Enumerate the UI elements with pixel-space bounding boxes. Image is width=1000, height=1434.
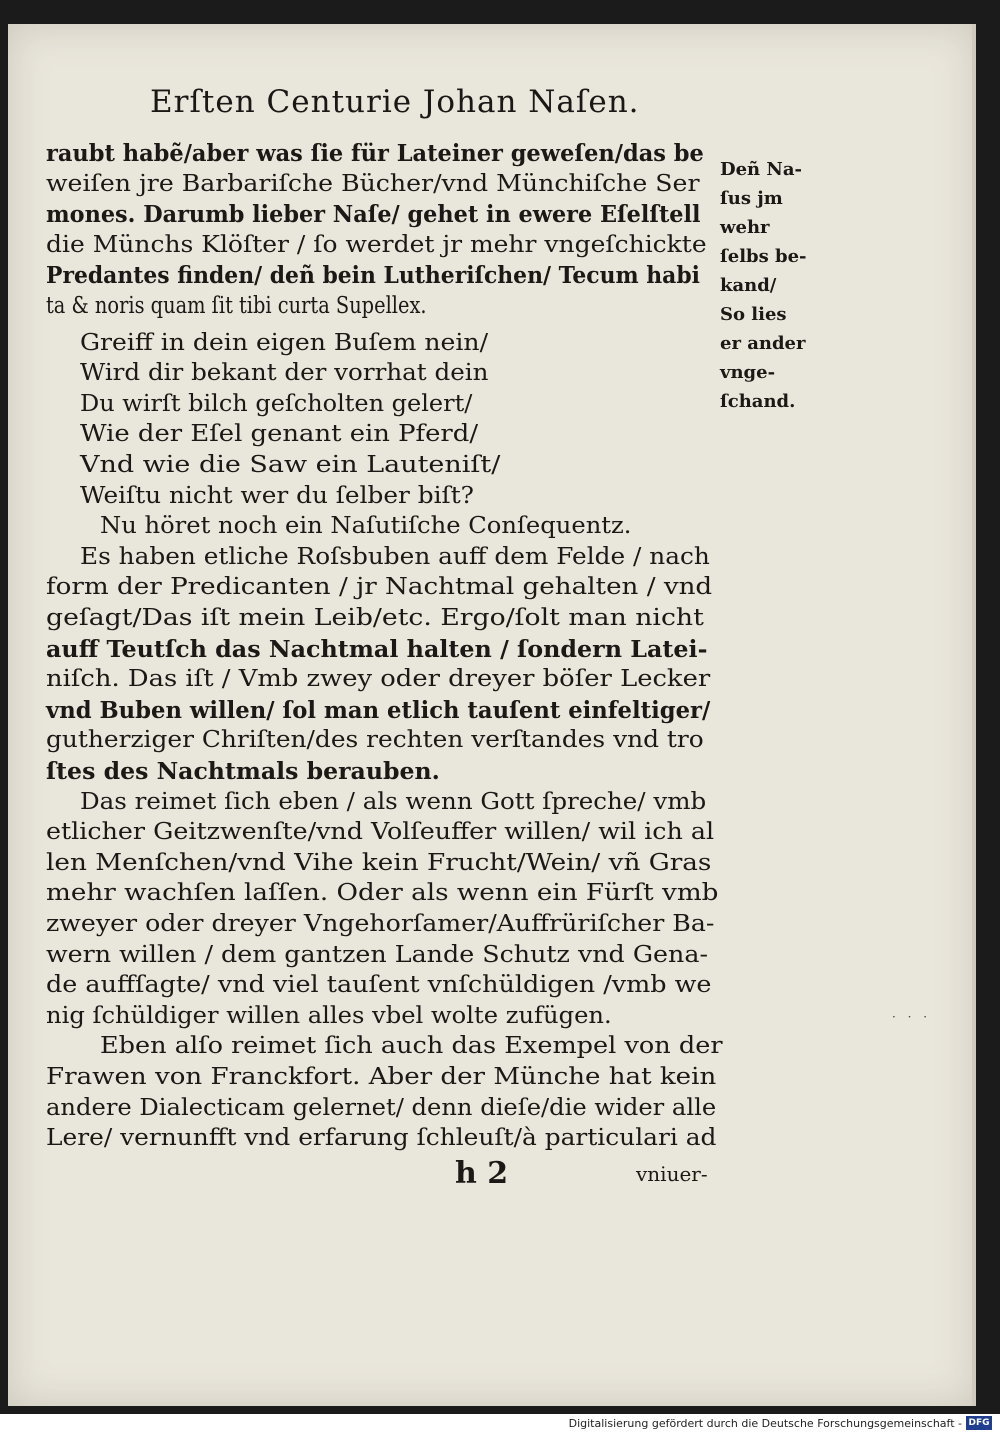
text-line: ſtes des Nachtmals berauben. [46, 758, 440, 785]
running-head: Erſten Centurie Johan Naſen. [150, 84, 640, 120]
signature-mark: h 2 [455, 1156, 509, 1191]
text-line: Es haben etliche Roſsbuben auff dem Felde / nach [80, 544, 710, 570]
text-line: Du wirſt bilch geſcholten gelert/ [80, 391, 473, 417]
margin-note-line: kand/ [720, 275, 777, 296]
margin-note [720, 155, 830, 416]
text-line: ta & noris quam ſit tibi curta Supellex. [46, 293, 427, 319]
page-edge [972, 24, 976, 1406]
margin-note-line: So lies [720, 304, 787, 325]
text-line: Wie der Eſel genant ein Pferd/ [80, 421, 479, 447]
text-line: niſch. Das iſt / Vmb zwey oder dreyer böſer Lecker [46, 666, 711, 692]
margin-note-line: ſelbs be- [720, 246, 807, 267]
text-line: andere Dialecticam gelernet/ denn dieſe/die wider alle [46, 1095, 717, 1121]
catchword: vniuer- [636, 1162, 708, 1186]
margin-note-line: ſchand. [720, 391, 796, 412]
text-line: auff Teutſch das Nachtmal halten / ſondern Latei- [46, 636, 708, 663]
text-line: Frawen von Franckfort. Aber der Münche hat kein [46, 1064, 717, 1090]
text-line: Nu höret noch ein Naſutiſche Conſequentz. [100, 513, 632, 539]
margin-note-line: wehr [720, 217, 770, 238]
text-line: mones. Darumb lieber Naſe/ gehet in ewere Eſelſtell [46, 201, 701, 228]
ink-smudge: · · · [892, 1010, 932, 1024]
text-line: Weiſtu nicht wer du ſelber biſt? [80, 483, 474, 509]
text-line: Das reimet ſich eben / als wenn Gott ſpreche/ vmb [80, 789, 707, 815]
text-line: len Menſchen/vnd Vihe kein Frucht/Wein/ vñ Gras [46, 850, 712, 876]
text-line: Lere/ vernunfft vnd erfarung ſchleuſt/à particulari ad [46, 1125, 717, 1151]
text-line: Greiff in dein eigen Buſem nein/ [80, 330, 489, 356]
text-line: gutherziger Chriſten/des rechten verſtandes vnd tro [46, 727, 704, 753]
text-line: Wird dir bekant der vorrhat dein [80, 360, 489, 386]
margin-note-line: vnge- [720, 362, 776, 383]
text-line: weiſen jre Barbariſche Bücher/vnd Münchiſche Ser [46, 171, 700, 197]
text-line: geſagt/Das iſt mein Leib/etc. Ergo/ſolt man nicht [46, 605, 704, 631]
funding-credit: Digitalisierung gefördert durch die Deutsche Forschungsgemeinschaft - [568, 1417, 962, 1430]
text-line: Vnd wie die Saw ein Lauteniſt/ [80, 452, 501, 478]
text-line: form der Predicanten / jr Nachtmal gehalten / vnd [46, 574, 713, 600]
margin-note-line: Deñ Na- [720, 159, 803, 180]
text-line: zweyer oder dreyer Vngehorſamer/Auffrüriſcher Ba- [46, 911, 715, 937]
text-line: die Münchs Klöſter / ſo werdet jr mehr vngeſchickte [46, 232, 707, 258]
text-line: nig ſchüldiger willen alles vbel wolte zufügen. [46, 1003, 612, 1029]
text-line: Eben alſo reimet ſich auch das Exempel von der [100, 1033, 723, 1059]
dfg-logo: DFG [966, 1416, 992, 1430]
text-line: wern willen / dem gantzen Lande Schutz vnd Gena- [46, 942, 709, 968]
margin-note-line: ſus jm [720, 188, 783, 209]
text-line: etlicher Geitzwenſte/vnd Volſeuffer willen/ wil ich al [46, 819, 715, 845]
text-line: Predantes finden/ deñ bein Lutheriſchen/ Tecum habi [46, 262, 700, 289]
text-line: raubt habẽ/aber was ſie für Lateiner geweſen/das be [46, 140, 704, 167]
text-line: mehr wachſen laſſen. Oder als wenn ein Fürſt vmb [46, 880, 719, 906]
text-line: vnd Buben willen/ ſol man etlich tauſent einfeltiger/ [46, 697, 711, 724]
footer-bar [0, 1414, 1000, 1434]
margin-note-line: er ander [720, 333, 806, 354]
text-line: de auffſagte/ vnd viel tauſent vnſchüldigen /vmb we [46, 972, 712, 998]
